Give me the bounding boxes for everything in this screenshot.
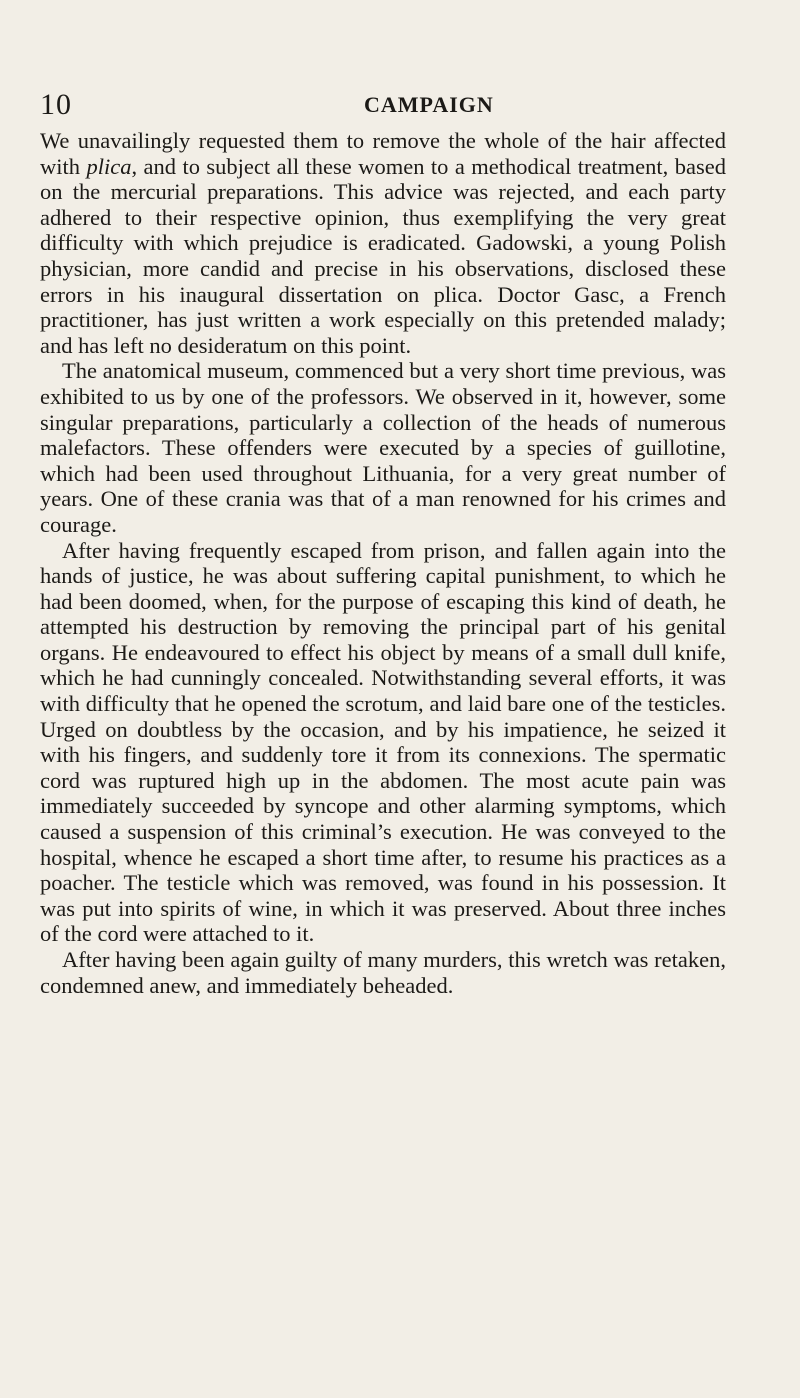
paragraph-beheaded: After having been again guilty of many murders, this wretch was retaken, condemned anew, and immediately beheaded. [40,947,726,998]
body-text [40,128,726,998]
paragraph-text-after-italic: , and to subject all these women to a methodical treatment, based on the mercurial preparations. This advice was rejected, and each party adhered to their respective opinion, thus exemplifying the very great difficulty with which prejudice is eradicated. Gadowski, a young Polish physician, more candid and precise in his observations, disclosed these errors in his inaugural dissertation on plica. Doctor Gasc, a French practitioner, has just written a work especially on this pretended malady; and has left no desideratum on this point. [40,153,726,358]
paragraph-anatomical-museum: The anatomical museum, commenced but a very short time previous, was exhibited to us by one of the professors. We observed in it, however, some singular preparations, particularly a collection of the heads of numerous malefactors. These offenders were executed by a species of guillotine, which had been used throughout Lithuania, for a very great number of years. One of these crania was that of a man renowned for his crimes and courage. [40,358,726,537]
paragraph-plica-treatment [40,128,726,358]
paragraph-criminal-account: After having frequently escaped from prison, and fallen again into the hands of justice, he was about suffering capital punishment, to which he had been doomed, when, for the purpose of escaping this kind of death, he attempted his destruction by removing the principal part of his genital organs. He endeavoured to effect his object by means of a small dull knife, which he had cunningly concealed. Notwithstanding several efforts, it was with difficulty that he opened the scrotum, and laid bare one of the testicles. Urged on doubtless by the occasion, and by his impatience, he seized it with his fingers, and suddenly tore it from its connexions. The spermatic cord was ruptured high up in the abdomen. The most acute pain was immediately succeeded by syncope and other alarming symptoms, which caused a suspension of this criminal’s execution. He was conveyed to the hospital, whence he escaped a short time after, to resume his practices as a poacher. The testicle which was removed, was found in his possession. It was put into spirits of wine, in which it was preserved. About three inches of the cord were attached to it. [40,537,726,947]
page-number: 10 [40,88,72,121]
running-head [36,88,726,124]
italic-term-plica: plica [86,153,132,179]
running-title: CAMPAIGN [364,92,494,117]
paragraph-text-before-italic: We unavailingly requested them to remove the whole of the hair affected with [40,128,726,179]
